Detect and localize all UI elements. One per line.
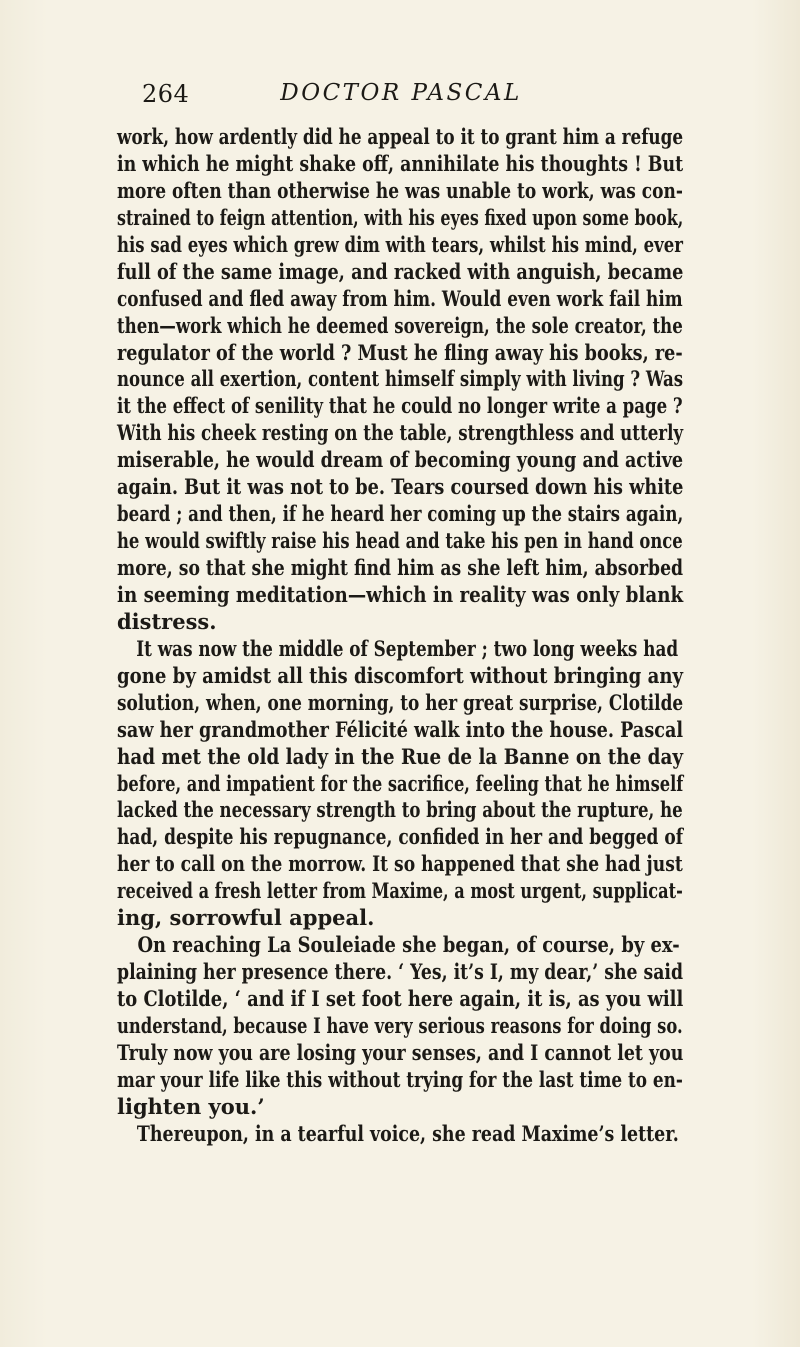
text-line: before, and impatient for the sacrifice, feeling that he himself (117, 770, 684, 796)
text-line: beard ; and then, if he heard her coming up the stairs again, (117, 501, 684, 527)
text-line: mar your life like this without trying for the last time to en- (117, 1066, 683, 1092)
text-line: regulator of the world ? Must he fling away his books, re- (117, 339, 683, 365)
text-line: strained to feign attention, with his eyes fixed upon some book, (117, 204, 684, 230)
running-title: DOCTOR PASCAL (280, 80, 522, 106)
text-line: more, so that she might find him as she left him, absorbed (117, 555, 684, 580)
page-number: 264 (142, 80, 190, 108)
text-line: had met the old lady in the Rue de la Banne on the day (117, 743, 684, 769)
text-line: to Clotilde, ‘ and if I set foot here again, it is, as you will (117, 986, 684, 1011)
running-head (142, 80, 660, 120)
text-line: Truly now you are losing your senses, and I cannot let you (117, 1039, 684, 1065)
text-line: more often than otherwise he was unable to work, was con- (117, 177, 683, 203)
text-line: in seeming meditation—which in reality was only blank (117, 581, 684, 607)
text-line: he would swiftly raise his head and take his pen in hand once (117, 528, 683, 554)
text-line: work, how ardently did he appeal to it to grant him a refuge (117, 124, 684, 149)
text-line: her to call on the morrow. It so happened that she had just (117, 851, 683, 877)
text-line: his sad eyes which grew dim with tears, whilst his mind, ever (117, 231, 684, 257)
text-line: lacked the necessary strength to bring about the rupture, he (117, 797, 683, 823)
paragraph-start-line: Thereupon, in a tearful voice, she read Maxime’s letter. (136, 1120, 679, 1146)
text-line: With his cheek resting on the table, strengthless and utterly (117, 420, 684, 446)
paragraph-start-line: It was now the middle of September ; two long weeks had (136, 635, 679, 661)
body-text (117, 124, 799, 1148)
text-line: distress. (117, 608, 217, 634)
paragraph-start-line: On reaching La Souleiade she began, of course, by ex- (137, 932, 680, 958)
text-line: solution, when, one morning, to her great surprise, Clotilde (117, 689, 684, 715)
text-line: then—work which he deemed sovereign, the sole creator, the (117, 312, 683, 338)
text-line: again. But it was not to be. Tears coursed down his white (117, 474, 684, 500)
text-line: confused and fled away from him. Would even work fail him (117, 285, 683, 311)
text-line: full of the same image, and racked with anguish, became (117, 258, 684, 284)
text-line: saw her grandmother Félicité walk into the house. Pascal (117, 716, 684, 742)
text-line: received a fresh letter from Maxime, a most urgent, supplicat- (117, 878, 683, 904)
text-line: gone by amidst all this discomfort without bringing any (117, 662, 684, 688)
text-line: had, despite his repugnance, confided in her and begged of (117, 824, 684, 850)
text-line: ing, sorrowful appeal. (117, 905, 375, 931)
text-line: miserable, he would dream of becoming young and active (117, 447, 684, 473)
text-line: plaining her presence there. ‘ Yes, it’s I, my dear,’ she said (117, 959, 684, 985)
text-line: nounce all exertion, content himself simply with living ? Was (117, 366, 684, 392)
text-line: it the effect of senility that he could no longer write a page ? (117, 393, 683, 419)
text-line: in which he might shake off, annihilate his thoughts ! But (117, 150, 684, 176)
text-line: lighten you.’ (117, 1093, 265, 1119)
text-line: understand, because I have very serious reasons for doing so. (117, 1012, 683, 1038)
